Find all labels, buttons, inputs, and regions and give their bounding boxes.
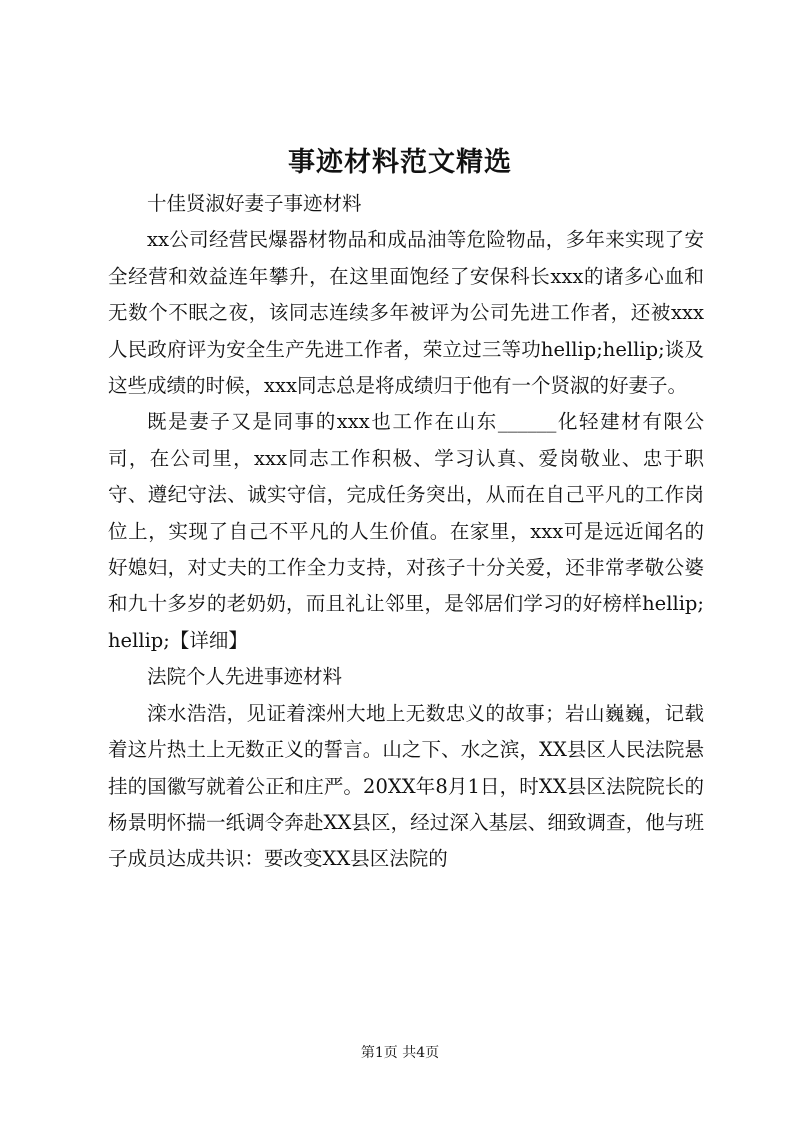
document-body xyxy=(108,186,704,878)
section-heading: 法院个人先进事迹材料 xyxy=(147,665,343,689)
page-footer: 第1页 共4页 xyxy=(360,1045,440,1061)
body-paragraph: 滦水浩浩，见证着滦州大地上无数忠义的故事；岩山巍巍，记载着这片热土上无数正义的誓言。山之下、水之滨，XX县区人民法院悬挂的国徽写就着公正和庄严。20XX年8月1日，时XX县区法院院长的杨景明怀揣一纸调令奔赴XX县区，经过深入基层、细致调查，他与班子成员达成共识：要改变XX县区法院的 xyxy=(108,701,704,871)
section-heading: 十佳贤淑好妻子事迹材料 xyxy=(147,192,362,215)
body-paragraph: 既是妻子又是同事的xxx也工作在山东______化轻建材有限公司，在公司里，xxx同志工作积极、学习认真、爱岗敬业、忠于职守、遵纪守法、诚实守信，完成任务突出，从而在自己平凡的工作岗位上，实现了自己不平凡的人生价值。在家里，xxx可是远近闻名的好媳妇，对丈夫的工作全力支持，对孩子十分关爱，还非常孝敬公婆和九十多岁的老奶奶，而且礼让邻里，是邻居们学习的好榜样hellip;hellip;【详细】 xyxy=(108,410,704,652)
body-paragraph: xx公司经营民爆器材物品和成品油等危险物品，多年来实现了安全经营和效益连年攀升，在这里面饱经了安保科长xxx的诸多心血和无数个不眠之夜，该同志连续多年被评为公司先进工作者，还被xxx人民政府评为安全生产先进工作者，荣立过三等功hellip;hellip;谈及这些成绩的时候，xxx同志总是将成绩归于他有一个贤淑的好妻子。 xyxy=(108,228,704,398)
document-title: 事迹材料范文精选 xyxy=(288,147,512,178)
